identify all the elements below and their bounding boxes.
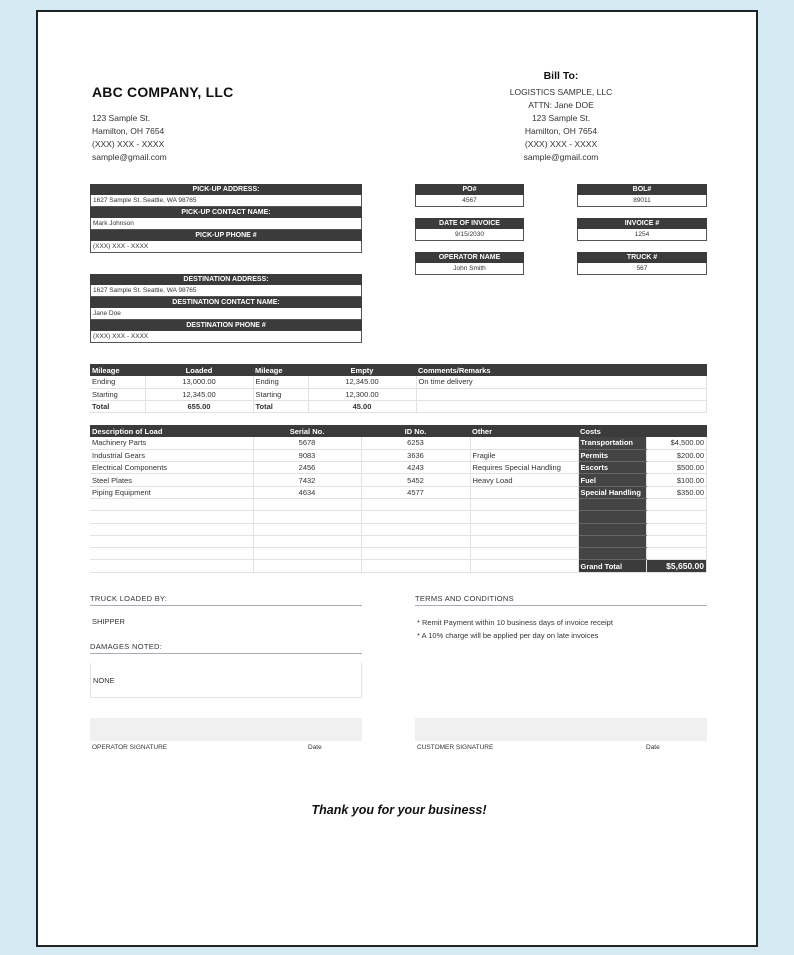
- table-row: [90, 401, 707, 413]
- bill-to-line: (XXX) XXX - XXXX: [524, 139, 598, 149]
- cost-value-cell[interactable]: $500.00: [646, 462, 707, 474]
- destination-contact-field[interactable]: Jane Doe: [90, 308, 362, 320]
- id-cell[interactable]: 4243: [361, 462, 470, 474]
- cost-value-cell[interactable]: $350.00: [646, 486, 707, 498]
- serial-cell[interactable]: 4634: [253, 486, 361, 498]
- id-cell[interactable]: [361, 523, 470, 535]
- other-cell[interactable]: [470, 511, 578, 523]
- cost-value-cell[interactable]: [646, 498, 707, 510]
- comments-header: Comments/Remarks: [416, 364, 707, 376]
- other-cell[interactable]: [470, 486, 578, 498]
- costs-header: Costs: [578, 425, 646, 437]
- terms-label: TERMS AND CONDITIONS: [415, 594, 707, 606]
- cost-value-cell[interactable]: $4,500.00: [646, 437, 707, 449]
- description-header: Description of Load: [90, 425, 253, 437]
- pickup-phone-field[interactable]: (XXX) XXX - XXXX: [90, 241, 362, 253]
- mileage-header-row: [90, 364, 707, 376]
- serial-cell[interactable]: 2456: [253, 462, 361, 474]
- empty-cell: [90, 560, 253, 572]
- invoice-box: [577, 218, 707, 241]
- po-box: [415, 184, 524, 207]
- terms-item: * A 10% charge will be applied per day on late invoices: [417, 630, 599, 640]
- invoice-field[interactable]: 1254: [577, 229, 707, 241]
- cost-value-cell[interactable]: [646, 511, 707, 523]
- operator-field[interactable]: John Smith: [415, 263, 524, 275]
- id-cell[interactable]: 6253: [361, 437, 470, 449]
- empty-cell: [253, 560, 361, 572]
- comments-cell[interactable]: [416, 388, 707, 400]
- bol-box: [577, 184, 707, 207]
- description-cell[interactable]: [90, 548, 253, 560]
- table-row: [90, 474, 707, 486]
- other-cell[interactable]: [470, 535, 578, 547]
- empty-cell: [470, 560, 578, 572]
- table-row: [90, 486, 707, 498]
- cost-value-cell[interactable]: [646, 523, 707, 535]
- truck-field[interactable]: 567: [577, 263, 707, 275]
- other-cell[interactable]: Requires Special Handling: [470, 462, 578, 474]
- customer-date-label: Date: [646, 744, 660, 751]
- bill-to-line: sample@gmail.com: [523, 152, 599, 162]
- empty-cell[interactable]: 12,345.00: [308, 376, 416, 388]
- loaded-header: Loaded: [145, 364, 253, 376]
- table-row: [90, 449, 707, 461]
- total-label-cell: Total: [253, 401, 308, 413]
- cost-label-cell: [578, 535, 646, 547]
- table-row: [90, 376, 707, 388]
- destination-contact-label: DESTINATION CONTACT NAME:: [90, 297, 362, 308]
- truck-box: [577, 252, 707, 275]
- bill-to-title: Bill To:: [543, 70, 579, 82]
- terms-item: * Remit Payment within 10 business days of invoice receipt: [417, 618, 613, 627]
- company-email: sample@gmail.com: [92, 152, 167, 162]
- loaded-cell[interactable]: 13,000.00: [145, 376, 253, 388]
- description-cell[interactable]: [90, 535, 253, 547]
- terms-list: [417, 617, 613, 642]
- cost-label-cell: Fuel: [578, 474, 646, 486]
- mileage-header: Mileage: [90, 364, 145, 376]
- po-label: PO#: [415, 184, 524, 195]
- cost-label-cell: [578, 523, 646, 535]
- id-cell[interactable]: 3636: [361, 449, 470, 461]
- serial-cell[interactable]: 9083: [253, 449, 361, 461]
- invoice-label: INVOICE #: [577, 218, 707, 229]
- serial-cell[interactable]: [253, 498, 361, 510]
- other-header: Other: [470, 425, 578, 437]
- other-cell[interactable]: Heavy Load: [470, 474, 578, 486]
- id-cell[interactable]: 4577: [361, 486, 470, 498]
- description-cell[interactable]: [90, 498, 253, 510]
- pickup-contact-field[interactable]: Mark Johnson: [90, 218, 362, 230]
- table-row: [90, 535, 707, 547]
- load-header-row: [90, 425, 707, 437]
- load-table: [90, 425, 707, 573]
- empty-cell[interactable]: 12,300.00: [308, 388, 416, 400]
- cost-label-cell: Escorts: [578, 462, 646, 474]
- mileage-cell: Starting: [253, 388, 308, 400]
- bill-to-line: ATTN: Jane DOE: [528, 100, 594, 110]
- po-field[interactable]: 4567: [415, 195, 524, 207]
- bill-to-line: LOGISTICS SAMPLE, LLC: [509, 87, 613, 97]
- damages-value: NONE: [93, 676, 115, 685]
- other-cell[interactable]: Fragile: [470, 449, 578, 461]
- empty-total-cell: 45.00: [308, 401, 416, 413]
- company-address-line: Hamilton, OH 7654: [92, 126, 165, 136]
- destination-address-label: DESTINATION ADDRESS:: [90, 274, 362, 285]
- pickup-contact-label: PICK-UP CONTACT NAME:: [90, 207, 362, 218]
- serial-cell[interactable]: [253, 535, 361, 547]
- mileage-header: Mileage: [253, 364, 308, 376]
- total-label-cell: Total: [90, 401, 145, 413]
- cost-label-cell: [578, 511, 646, 523]
- bol-label: BOL#: [577, 184, 707, 195]
- truck-loaded-value[interactable]: SHIPPER: [92, 617, 125, 626]
- invoice-page: [36, 10, 758, 947]
- id-cell[interactable]: [361, 535, 470, 547]
- destination-block: [90, 274, 362, 343]
- serial-cell[interactable]: [253, 511, 361, 523]
- destination-phone-field[interactable]: (XXX) XXX - XXXX: [90, 331, 362, 343]
- damages-box[interactable]: [90, 663, 362, 698]
- company-address: [92, 112, 167, 164]
- company-name: ABC COMPANY, LLC: [92, 84, 234, 100]
- other-cell[interactable]: [470, 548, 578, 560]
- bill-to-line: 123 Sample St.: [531, 113, 591, 123]
- comments-cell[interactable]: [416, 401, 707, 413]
- bol-field[interactable]: 89011: [577, 195, 707, 207]
- serial-cell[interactable]: [253, 548, 361, 560]
- other-cell[interactable]: [470, 523, 578, 535]
- company-phone: (XXX) XXX - XXXX: [92, 139, 165, 149]
- grand-total-value: $5,650.00: [646, 560, 707, 572]
- truck-loaded-label: TRUCK LOADED BY:: [90, 594, 362, 606]
- table-row: [90, 388, 707, 400]
- loaded-cell[interactable]: 12,345.00: [145, 388, 253, 400]
- cost-value-cell[interactable]: [646, 535, 707, 547]
- empty-cell: [361, 560, 470, 572]
- mileage-cell: Ending: [253, 376, 308, 388]
- bill-to-line: Hamilton, OH 7654: [524, 126, 598, 136]
- mileage-cell: Ending: [90, 376, 145, 388]
- destination-phone-label: DESTINATION PHONE #: [90, 320, 362, 331]
- table-row: [90, 462, 707, 474]
- bill-to-block: [478, 86, 644, 164]
- comments-cell[interactable]: On time delivery: [416, 376, 707, 388]
- damages-label: DAMAGES NOTED:: [90, 642, 362, 654]
- description-cell[interactable]: Industrial Gears: [90, 449, 253, 461]
- serial-header: Serial No.: [253, 425, 361, 437]
- empty-header: Empty: [308, 364, 416, 376]
- pickup-address-field[interactable]: 1627 Sample St. Seattle, WA 98765: [90, 195, 362, 207]
- company-address-line: 123 Sample St.: [92, 113, 151, 123]
- mileage-cell: Starting: [90, 388, 145, 400]
- operator-signature-label: OPERATOR SIGNATURE: [92, 744, 168, 751]
- serial-cell[interactable]: 5678: [253, 437, 361, 449]
- destination-address-field[interactable]: 1627 Sample St. Seattle, WA 98765: [90, 285, 362, 297]
- truck-label: TRUCK #: [577, 252, 707, 263]
- mileage-table: [90, 364, 707, 413]
- customer-signature-label: CUSTOMER SIGNATURE: [417, 744, 494, 751]
- pickup-address-label: PICK-UP ADDRESS:: [90, 184, 362, 195]
- operator-label: OPERATOR NAME: [415, 252, 524, 263]
- customer-signature-box[interactable]: [415, 718, 707, 741]
- loaded-total-cell: 655.00: [145, 401, 253, 413]
- cost-value-cell[interactable]: $200.00: [646, 449, 707, 461]
- cost-label-cell: Transportation: [578, 437, 646, 449]
- description-cell[interactable]: Piping Equipment: [90, 486, 253, 498]
- id-cell[interactable]: [361, 511, 470, 523]
- id-cell[interactable]: 5452: [361, 474, 470, 486]
- table-row: [90, 511, 707, 523]
- serial-cell[interactable]: [253, 523, 361, 535]
- pickup-block: [90, 184, 362, 253]
- table-row: [90, 548, 707, 560]
- description-cell[interactable]: Steel Plates: [90, 474, 253, 486]
- id-header: ID No.: [361, 425, 470, 437]
- other-cell[interactable]: [470, 498, 578, 510]
- cost-value-cell[interactable]: $100.00: [646, 474, 707, 486]
- table-row: [90, 523, 707, 535]
- operator-signature-box[interactable]: [90, 718, 362, 741]
- cost-label-cell: [578, 548, 646, 560]
- operator-date-label: Date: [308, 744, 322, 751]
- cost-value-cell[interactable]: [646, 548, 707, 560]
- description-cell[interactable]: Machinery Parts: [90, 437, 253, 449]
- cost-label-cell: [578, 498, 646, 510]
- grand-total-row: [90, 560, 707, 572]
- cost-label-cell: Special Handling: [578, 486, 646, 498]
- other-cell[interactable]: [470, 437, 578, 449]
- serial-cell[interactable]: 7432: [253, 474, 361, 486]
- operator-box: [415, 252, 524, 275]
- description-cell[interactable]: [90, 523, 253, 535]
- cost-label-cell: Permits: [578, 449, 646, 461]
- table-row: [90, 437, 707, 449]
- description-cell[interactable]: Electrical Components: [90, 462, 253, 474]
- table-row: [90, 498, 707, 510]
- thank-you-message: Thank you for your business!: [311, 803, 487, 817]
- date-box: [415, 218, 524, 241]
- date-label: DATE OF INVOICE: [415, 218, 524, 229]
- grand-total-label: Grand Total: [578, 560, 646, 572]
- costs-value-header: [646, 425, 707, 437]
- date-field[interactable]: 9/15/2030: [415, 229, 524, 241]
- id-cell[interactable]: [361, 548, 470, 560]
- pickup-phone-label: PICK-UP PHONE #: [90, 230, 362, 241]
- id-cell[interactable]: [361, 498, 470, 510]
- description-cell[interactable]: [90, 511, 253, 523]
